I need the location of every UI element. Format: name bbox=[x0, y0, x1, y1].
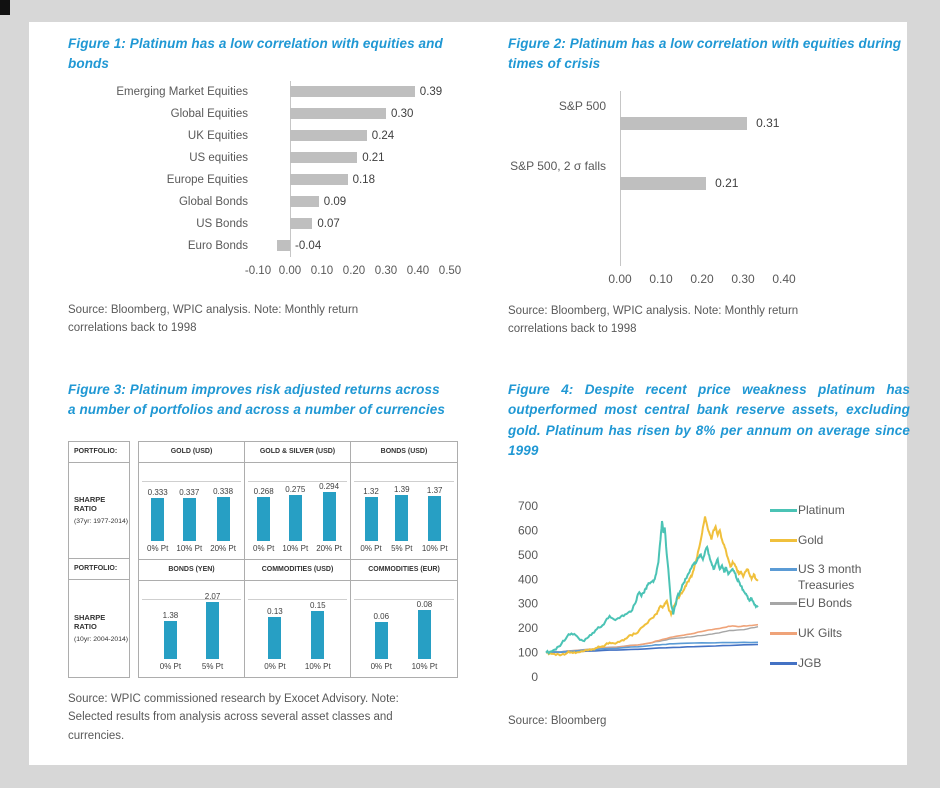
table-gap bbox=[130, 441, 138, 678]
y-tick: 400 bbox=[517, 572, 538, 587]
legend-item bbox=[770, 596, 900, 612]
allocation-label: 20% Pt bbox=[316, 543, 342, 553]
x-axis bbox=[608, 271, 910, 288]
allocation-label: 0% Pt bbox=[253, 543, 275, 553]
bar bbox=[151, 498, 164, 541]
bar bbox=[428, 496, 441, 541]
portfolio-column-header: GOLD (USD) bbox=[139, 442, 245, 463]
y-tick: 600 bbox=[517, 523, 538, 538]
category-label: US Bonds bbox=[196, 217, 248, 230]
portfolio-column-header: COMMODITIES (USD) bbox=[245, 560, 351, 581]
legend-item bbox=[770, 562, 900, 593]
sharpe-label-cell bbox=[69, 463, 129, 559]
x-tick: 0.00 bbox=[608, 271, 632, 286]
bar-unit bbox=[305, 581, 331, 677]
x-tick: 0.20 bbox=[690, 271, 714, 286]
bar bbox=[268, 617, 281, 659]
figure4-title: Figure 4: Despite recent price weakness platinum has outperformed most central bank reserve assets, excluding gold. Platinum has risen by 8% per annum on average since 1999 bbox=[508, 382, 910, 458]
mini-bar-chart-cell bbox=[245, 581, 351, 677]
category-label: Global Equities bbox=[170, 107, 248, 120]
legend-item bbox=[770, 533, 900, 549]
portfolio-column-header: BONDS (YEN) bbox=[139, 560, 245, 581]
figure4-line-chart bbox=[508, 475, 910, 690]
legend-swatch bbox=[770, 539, 797, 542]
x-tick: 0.30 bbox=[731, 271, 755, 286]
value-label: 0.13 bbox=[267, 606, 283, 616]
value-label: 0.15 bbox=[310, 600, 326, 610]
x-tick: 0.10 bbox=[310, 264, 334, 277]
bar bbox=[206, 602, 219, 659]
legend-item bbox=[770, 626, 900, 642]
content-panel bbox=[29, 22, 910, 765]
category-label: S&P 500, 2 σ falls bbox=[510, 158, 606, 173]
bar bbox=[290, 86, 415, 97]
bar bbox=[290, 108, 386, 119]
allocation-label: 10% Pt bbox=[411, 661, 438, 671]
bar-track bbox=[258, 169, 460, 191]
bar-unit bbox=[371, 581, 392, 677]
portfolio-label-column bbox=[68, 441, 130, 678]
allocation-label: 0% Pt bbox=[159, 661, 182, 671]
bar-track bbox=[258, 81, 460, 103]
category-label: Global Bonds bbox=[178, 195, 248, 208]
legend-swatch bbox=[770, 509, 797, 512]
bar-unit bbox=[360, 463, 381, 559]
bar-unit bbox=[316, 463, 342, 559]
fig2-plot bbox=[508, 91, 910, 266]
bar bbox=[277, 240, 290, 251]
value-label: 0.268 bbox=[253, 486, 274, 496]
y-tick: 100 bbox=[517, 645, 538, 660]
bar-unit bbox=[202, 581, 223, 677]
value-label: 0.07 bbox=[317, 217, 340, 230]
chart-row bbox=[68, 103, 460, 125]
bar-track bbox=[258, 191, 460, 213]
bar-unit bbox=[412, 581, 438, 677]
legend-swatch bbox=[770, 662, 797, 665]
bar-unit bbox=[253, 463, 274, 559]
bar bbox=[418, 610, 431, 659]
value-label: 1.37 bbox=[426, 485, 443, 495]
bar-unit bbox=[176, 463, 202, 559]
value-label: 0.39 bbox=[419, 85, 443, 98]
value-label: 0.30 bbox=[391, 107, 414, 120]
figure3-section bbox=[68, 380, 460, 746]
allocation-label: 5% Pt bbox=[391, 543, 413, 553]
bar-track bbox=[258, 103, 460, 125]
mini-bar-chart-cell bbox=[351, 581, 457, 677]
series-line-platinum bbox=[546, 521, 758, 653]
figure1-source: Source: Bloomberg, WPIC analysis. Note: Monthly return correlations back to 1998 bbox=[68, 303, 359, 335]
figure1-bar-chart bbox=[68, 81, 460, 281]
figure4-legend bbox=[770, 475, 900, 690]
y-tick: 300 bbox=[517, 596, 538, 611]
value-label: 0.21 bbox=[715, 175, 739, 190]
value-label: 1.32 bbox=[363, 486, 379, 496]
category-label: Euro Bonds bbox=[187, 239, 248, 252]
bar bbox=[290, 218, 312, 229]
portfolio-chart-columns bbox=[138, 441, 458, 678]
chart-row bbox=[68, 235, 460, 257]
chart-row bbox=[68, 147, 460, 169]
value-label: 0.09 bbox=[323, 195, 347, 208]
mini-bar-chart-cell bbox=[139, 463, 245, 560]
bar bbox=[290, 196, 319, 207]
figure4-plot bbox=[508, 475, 770, 690]
series-line-gold bbox=[546, 517, 758, 656]
figure1-title: Figure 1: Platinum has a low correlation with equities and bonds bbox=[68, 36, 443, 72]
bar bbox=[311, 611, 324, 659]
allocation-label: 10% Pt bbox=[421, 543, 448, 553]
x-axis bbox=[244, 264, 462, 281]
bar-track bbox=[258, 213, 460, 235]
bar-unit bbox=[264, 581, 285, 677]
legend-swatch bbox=[770, 568, 797, 571]
bar-unit bbox=[391, 463, 412, 559]
legend-item bbox=[770, 656, 900, 672]
bar bbox=[217, 497, 230, 541]
legend-label: UK Gilts bbox=[798, 625, 843, 640]
value-label: 0.275 bbox=[285, 484, 306, 494]
value-label: 1.38 bbox=[162, 610, 179, 620]
bar bbox=[290, 130, 367, 141]
x-tick: -0.10 bbox=[244, 264, 272, 277]
cell-bars bbox=[351, 581, 457, 677]
value-label: 0.18 bbox=[352, 173, 375, 186]
bar bbox=[183, 498, 196, 541]
portfolio-column-header: GOLD & SILVER (USD) bbox=[245, 442, 351, 463]
mini-bar-chart-cell bbox=[245, 463, 351, 560]
portfolio-column-header: COMMODITIES (EUR) bbox=[351, 560, 457, 581]
chart-row bbox=[68, 81, 460, 103]
legend-swatch bbox=[770, 602, 797, 605]
value-label: 0.31 bbox=[756, 115, 780, 130]
cell-bars bbox=[139, 463, 244, 559]
cell-bars bbox=[245, 581, 350, 677]
cell-bars bbox=[351, 463, 457, 559]
bar-unit bbox=[422, 463, 448, 559]
bar bbox=[365, 497, 378, 541]
bar-unit bbox=[160, 581, 181, 677]
bar bbox=[323, 492, 336, 541]
bar-track bbox=[258, 147, 460, 169]
mini-bar-chart-cell bbox=[351, 463, 457, 560]
bar bbox=[289, 495, 302, 541]
value-label: 0.24 bbox=[371, 129, 395, 142]
category-label: UK Equities bbox=[187, 129, 248, 142]
mini-bar-chart-cell bbox=[139, 581, 245, 677]
y-tick: 500 bbox=[517, 547, 538, 562]
chart-row bbox=[68, 191, 460, 213]
sharpe-period-label: (10yr: 2004-2014) bbox=[74, 635, 129, 643]
figure3-source: Source: WPIC commissioned research by Exocet Advisory. Note: Selected results from analysis across several asset classes and currencies. bbox=[68, 692, 399, 743]
bar-unit bbox=[147, 463, 168, 559]
category-label: Emerging Market Equities bbox=[116, 85, 248, 98]
legend-label: US 3 month Treasuries bbox=[798, 562, 862, 592]
x-tick: 0.50 bbox=[438, 264, 462, 277]
allocation-label: 0% Pt bbox=[370, 661, 392, 671]
allocation-label: 20% Pt bbox=[210, 543, 236, 553]
figure1-section bbox=[68, 34, 460, 338]
legend-label: EU Bonds bbox=[798, 596, 853, 611]
bar bbox=[620, 177, 706, 190]
bar bbox=[290, 174, 348, 185]
bar-track bbox=[258, 235, 460, 257]
bar bbox=[395, 495, 408, 541]
allocation-label: 10% Pt bbox=[176, 543, 203, 553]
allocation-label: 0% Pt bbox=[147, 543, 169, 553]
figure2-bar-chart bbox=[508, 91, 910, 288]
bar-unit bbox=[210, 463, 236, 559]
sharpe-label-cell bbox=[69, 580, 129, 676]
value-label: -0.04 bbox=[295, 239, 322, 252]
cell-bars bbox=[245, 463, 350, 559]
y-tick: 0 bbox=[531, 670, 538, 684]
value-label: 0.338 bbox=[213, 486, 234, 496]
sharpe-ratio-label: SHARPE RATIO bbox=[74, 495, 106, 513]
value-label: 1.39 bbox=[393, 484, 410, 494]
allocation-label: 5% Pt bbox=[201, 661, 224, 671]
legend-item bbox=[770, 503, 900, 519]
allocation-label: 10% Pt bbox=[282, 543, 309, 553]
value-label: 0.08 bbox=[416, 599, 433, 609]
x-tick: 0.40 bbox=[772, 271, 796, 286]
figure4-source: Source: Bloomberg bbox=[508, 715, 607, 727]
category-label: US equities bbox=[189, 151, 248, 164]
bar bbox=[375, 622, 388, 659]
value-label: 0.21 bbox=[362, 151, 385, 164]
category-label: S&P 500 bbox=[558, 98, 606, 113]
allocation-label: 10% Pt bbox=[304, 661, 331, 671]
y-tick: 200 bbox=[517, 621, 538, 636]
figure2-title: Figure 2: Platinum has a low correlation with equities during times of crisis bbox=[508, 36, 902, 72]
chart-row bbox=[68, 125, 460, 147]
category-label: Europe Equities bbox=[166, 173, 248, 186]
legend-label: JGB bbox=[798, 655, 822, 670]
bar bbox=[620, 117, 747, 130]
y-tick: 700 bbox=[517, 499, 538, 513]
series-line-us-3-month-treasuries bbox=[546, 642, 758, 652]
value-label: 0.337 bbox=[179, 487, 200, 497]
sharpe-ratio-label: SHARPE RATIO bbox=[74, 612, 106, 631]
x-tick: 0.00 bbox=[278, 264, 302, 277]
scan-corner-mark bbox=[0, 0, 10, 15]
legend-label: Platinum bbox=[798, 503, 845, 517]
bar bbox=[257, 497, 270, 541]
figure3-title: Figure 3: Platinum improves risk adjusted returns across a number of portfolios and across a number of currencies bbox=[68, 382, 445, 418]
figure2-source: Source: Bloomberg, WPIC analysis. Note: Monthly return correlations back to 1998 bbox=[508, 304, 799, 336]
allocation-label: 0% Pt bbox=[360, 543, 382, 553]
figure2-section bbox=[508, 34, 910, 339]
value-label: 0.06 bbox=[373, 611, 390, 621]
value-label: 0.294 bbox=[319, 481, 340, 491]
legend-label: Gold bbox=[798, 532, 824, 547]
x-tick: 0.20 bbox=[342, 264, 366, 277]
figure4-section bbox=[508, 380, 910, 731]
bar-unit bbox=[282, 463, 308, 559]
bar bbox=[290, 152, 357, 163]
bar bbox=[164, 621, 177, 659]
value-label: 2.07 bbox=[204, 591, 221, 601]
allocation-label: 0% Pt bbox=[264, 661, 286, 671]
x-tick: 0.10 bbox=[649, 271, 673, 286]
portfolio-header-cell: PORTFOLIO: bbox=[69, 559, 129, 580]
cell-bars bbox=[139, 581, 244, 677]
bar-track bbox=[258, 125, 460, 147]
value-label: 0.333 bbox=[147, 487, 168, 497]
portfolio-column-header: BONDS (USD) bbox=[351, 442, 457, 463]
sharpe-period-label: (37yr: 1977-2014) bbox=[74, 518, 129, 525]
chart-row bbox=[68, 169, 460, 191]
figure3-sharpe-table bbox=[68, 441, 460, 678]
portfolio-header-cell: PORTFOLIO: bbox=[69, 442, 129, 463]
x-tick: 0.40 bbox=[406, 264, 430, 277]
x-tick: 0.30 bbox=[374, 264, 398, 277]
fig1-rows bbox=[68, 81, 460, 257]
legend-swatch bbox=[770, 632, 797, 635]
chart-row bbox=[68, 213, 460, 235]
